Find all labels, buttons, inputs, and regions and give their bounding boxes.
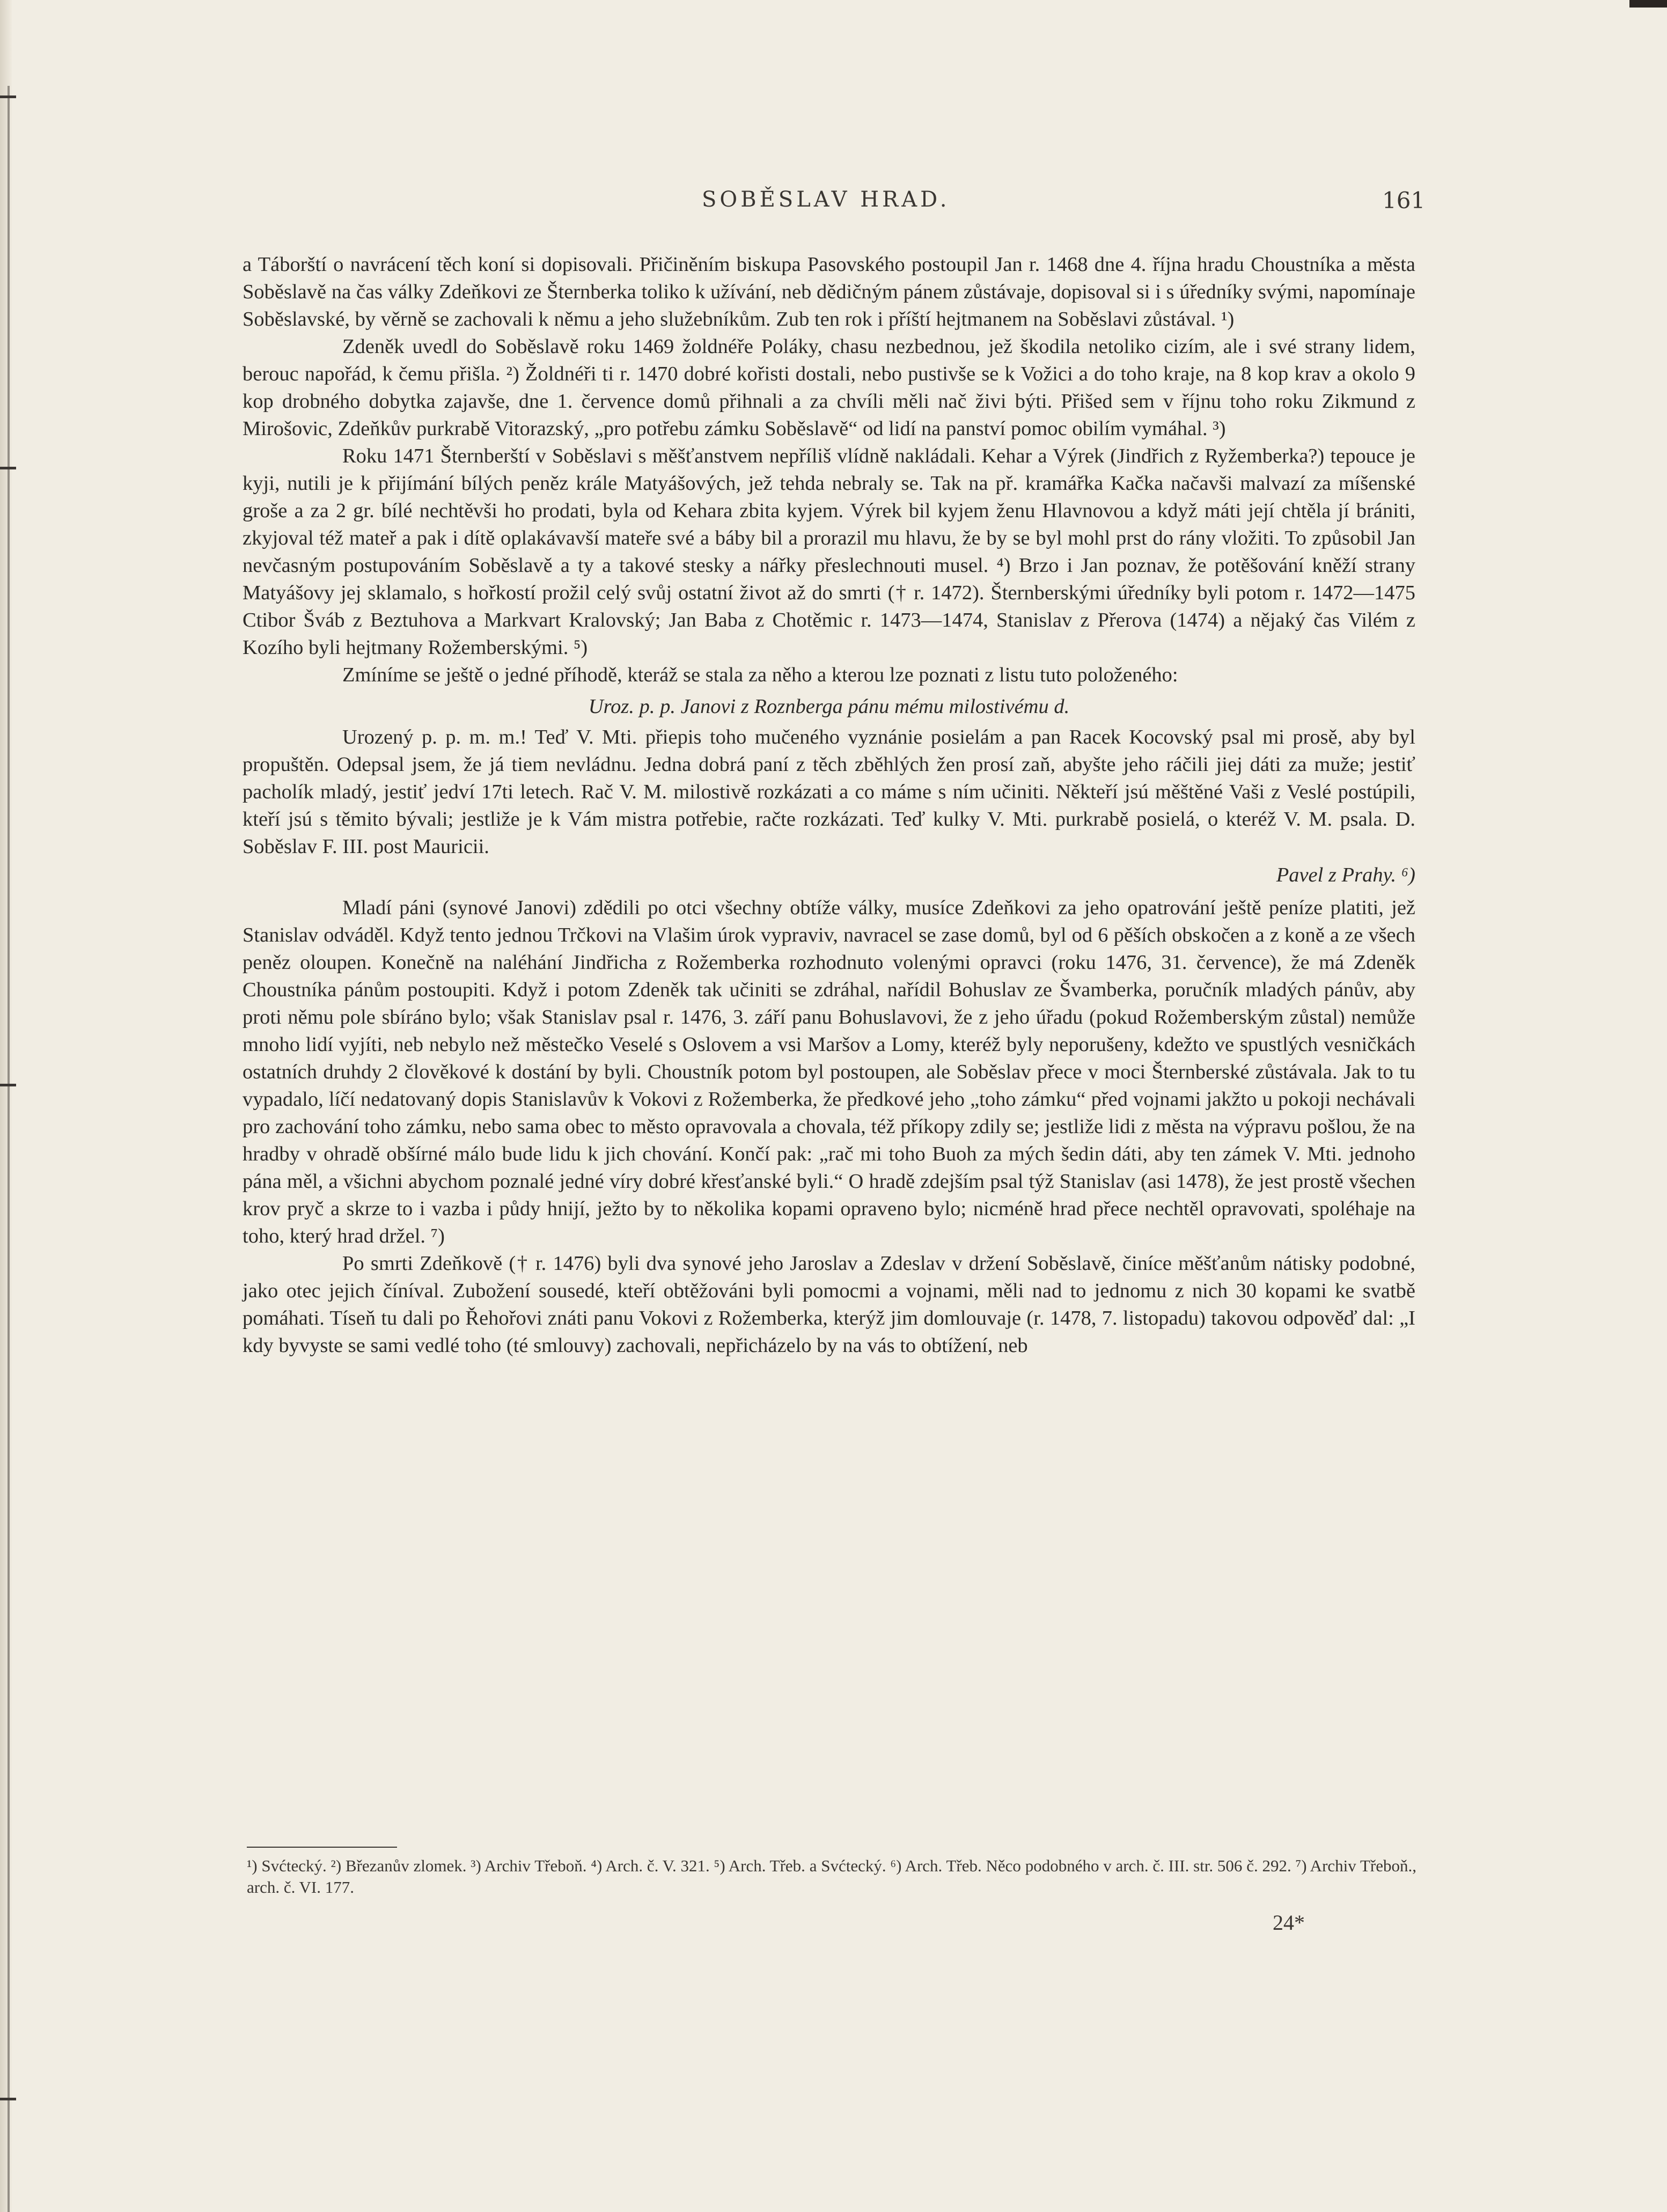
main-text bbox=[243, 251, 1415, 1359]
footnotes: ¹) Svćtecký. ²) Březanův zlomek. ³) Archiv Třeboň. ⁴) Arch. č. V. 321. ⁵) Arch. Třeb. a Svćtecký. ⁶) Arch. Třeb. Něco podobného v arch. č. III. str. 506 č. 292. ⁷) Archiv Třeboň., arch. č. VI. 177. bbox=[247, 1856, 1416, 1897]
page-number: 161 bbox=[1382, 187, 1426, 214]
page-edge-line bbox=[8, 86, 10, 2212]
letter-address: Uroz. p. p. Janovi z Roznberga pánu mému milostivému d. bbox=[588, 695, 1070, 718]
margin-mark bbox=[0, 95, 16, 98]
footnote-rule bbox=[247, 1847, 397, 1848]
paragraph-2: Zdeněk uvedl do Soběslavě roku 1469 žoldnéře Poláky, chasu nezbednou, jež škodila netoliko cizím, ale i své strany lidem, berouc napořád, k čemu přišla. ²) Žoldnéři ti r. 1470 dobré kořisti dostali, nebo pustivše se k Vožici a do toho kraje, na 8 kop krav a okolo 9 kop drobného dobytka zajavše, dne 1. července domů přihnali a za chvíli měli nač živi býti. Přišed sem v říjnu toho roku Zikmund z Mirošovic, Zdeňkův purkrabě Vitorazský, „pro potřebu zámku Soběslavě“ od lidí na panství pomoc obilím vymáhal. ³) bbox=[243, 335, 1415, 440]
paragraph-6: Mladí páni (synové Janovi) zdědili po otci všechny obtíže války, musíce Zdeňkovi za jeho opatrování ještě peníze platiti, jež Stanislav odváděl. Když tento jednou Trčkovi na Vlašim úrok vypraviv, navracel se zase domů, byl od 6 pěších obskočen a z koně a ze všech peněz oloupen. Konečně na naléhání Jindřicha z Rožemberka rozhodnuto volenými opravci (roku 1476, 31. července), že má Zdeněk Choustníka pánům postoupiti. Když i potom Zdeněk tak učiniti se zdráhal, nařídil Bohuslav ze Švamberka, poručník mladých pánův, aby proti němu pole sbíráno bylo; však Stanislav psal r. 1476, 3. září panu Bohuslavovi, že z jeho úřadu (pokud Rožemberským zůstal) nemůže mnoho lidí vyjíti, neb nebylo než městečko Veselé s Oslovem a vsi Maršov a Lomy, kteréž byly neporušeny, kdežto ve spustlých vesničkách ostatních druhdy 2 člověkové k dostání by byli. Choustník potom byl postoupen, ale Soběslav přece v moci Šternberské zůstávala. Jak to tu vypadalo, líčí nedatovaný dopis Stanislavův k Vokovi z Rožemberka, že předkové jeho „toho zámku“ před vojnami jakžto u pokoji nechávali pro zachování toho zámku, nebo sama obec to město opravovala a chovala, též příkopy zdily se; jestliže lidi z města na výpravu pošlou, že na hradby v ohradě obšírné málo bude lidu k jich chování. Končí pak: „rač mi toho Buoh za mých šedin dáti, aby ten zámek V. Mti. jednoho pána měl, a všichni abychom poznalé jedné víry dobré křesťanské byli.“ O hradě zdejším psal týž Stanislav (asi 1478), že jest prostě všechen krov pryč a skrze to i vazba i půdy hnijí, ježto by to několika kopami opraveno bylo; nicméně hrad přece nechtěl opravovati, spoléhaje na toho, který hrad držel. ⁷) bbox=[243, 896, 1415, 1247]
paragraph-1: a Táborští o navrácení těch koní si dopisovali. Přičiněním biskupa Pasovského postoupil Jan r. 1468 dne 4. října hradu Choustníka a města Soběslavě na čas války Zdeňkovi ze Šternberka toliko k užívání, neb dědičným pánem zůstávaje, dopisoval si i s úředníky svými, napomínaje Soběslavské, by věrně se zachovali k němu a jeho služebníkům. Zub ten rok i příští hejtmanem na Soběslavi zůstával. ¹) bbox=[243, 253, 1415, 330]
printer-signature-mark: 24* bbox=[1273, 1910, 1305, 1935]
margin-mark bbox=[0, 467, 16, 469]
book-binding-shadow bbox=[0, 0, 12, 2212]
scan-corner bbox=[1629, 0, 1667, 8]
margin-mark bbox=[0, 2098, 16, 2100]
paragraph-3: Roku 1471 Šternberští v Soběslavi s měšťanstvem nepříliš vlídně nakládali. Kehar a Výrek (Jindřich z Ryžemberka?) tepouce je kyji, nutili je k přijímání bílých peněz krále Matyášových, jež tehda nebraly se. Tak na př. kramářka Kačka načavši malvazí za míšenské groše a za 2 gr. bílé nechtěvši ho prodati, byla od Kehara zbita kyjem. Výrek bil kyjem ženu Hlavnovou a když máti její chtěla jí brániti, zkyjoval též mateř a pak i dítě oplakávavší mateře své a báby bil a prorazil mu hlavu, že by se byl mohl prst do rány vložiti. To způsobil Jan nevčasným postupováním Soběslavě a ty a takové stesky a nářky přeslechnouti musel. ⁴) Brzo i Jan poznav, že potěšování kněží strany Matyášovy jej sklamalo, s hořkostí prožil celý svůj ostatní život až do smrti († r. 1472). Šternberskými úředníky byli potom r. 1472—1475 Ctibor Šváb z Beztuhova a Markvart Kralovský; Jan Baba z Chotěmic r. 1473—1474, Stanislav z Přerova (1474) a nějaký čas Vilém z Kozího byli hejtmany Rožemberskými. ⁵) bbox=[243, 445, 1415, 659]
running-header: SOBĚSLAV HRAD. bbox=[702, 187, 950, 212]
margin-mark bbox=[0, 1084, 16, 1086]
paragraph-4: Zmíníme se ještě o jedné příhodě, kteráž se stala za něho a kterou lze poznati z listu tuto položeného: bbox=[342, 664, 1178, 686]
letter-signature: Pavel z Prahy. ⁶) bbox=[1276, 864, 1415, 886]
paragraph-7: Po smrti Zdeňkově († r. 1476) byli dva synové jeho Jaroslav a Zdeslav v držení Soběslavě, činíce měšťanům nátisky podobné, jako otec jejich číníval. Zubožení sousedé, kteří obtěžováni byli pomocmi a vojnami, měli nad to jednomu z nich 30 kopami ke svatbě pomáhati. Tíseň tu dali po Řehořovi znáti panu Vokovi z Rožemberka, kterýž jim domlouvaje (r. 1478, 7. listopadu) takovou odpověď dal: „I kdy byvyste se sami vedlé toho (té smlouvy) zachovali, nepřicházelo by na vás to obtížení, neb bbox=[243, 1252, 1415, 1357]
letter-body: Urozený p. p. m. m.! Teď V. Mti. přiepis toho mučeného vyznánie posielám a pan Racek Kocovský psal mi prosě, aby byl propuštěn. Odepsal jsem, že já tiem nevládnu. Jedna dobrá paní z těch zběhlých žen prosí zaň, abyšte jeho ráčili jiej dáti za muže; jestiť pacholík mladý, jestiť jedví 17ti letech. Rač V. M. milostivě rozkázati a co máme s ním učiniti. Někteří jsú měštěné Vaši z Veslé postúpili, kteří jsú s těmito bývali; jestliže je k Vám mistra potřebie, račte rozkázati. Teď kulky V. Mti. purkrabě posielá, o kteréž V. M. psala. D. Soběslav F. III. post Mauricii. bbox=[243, 726, 1415, 858]
